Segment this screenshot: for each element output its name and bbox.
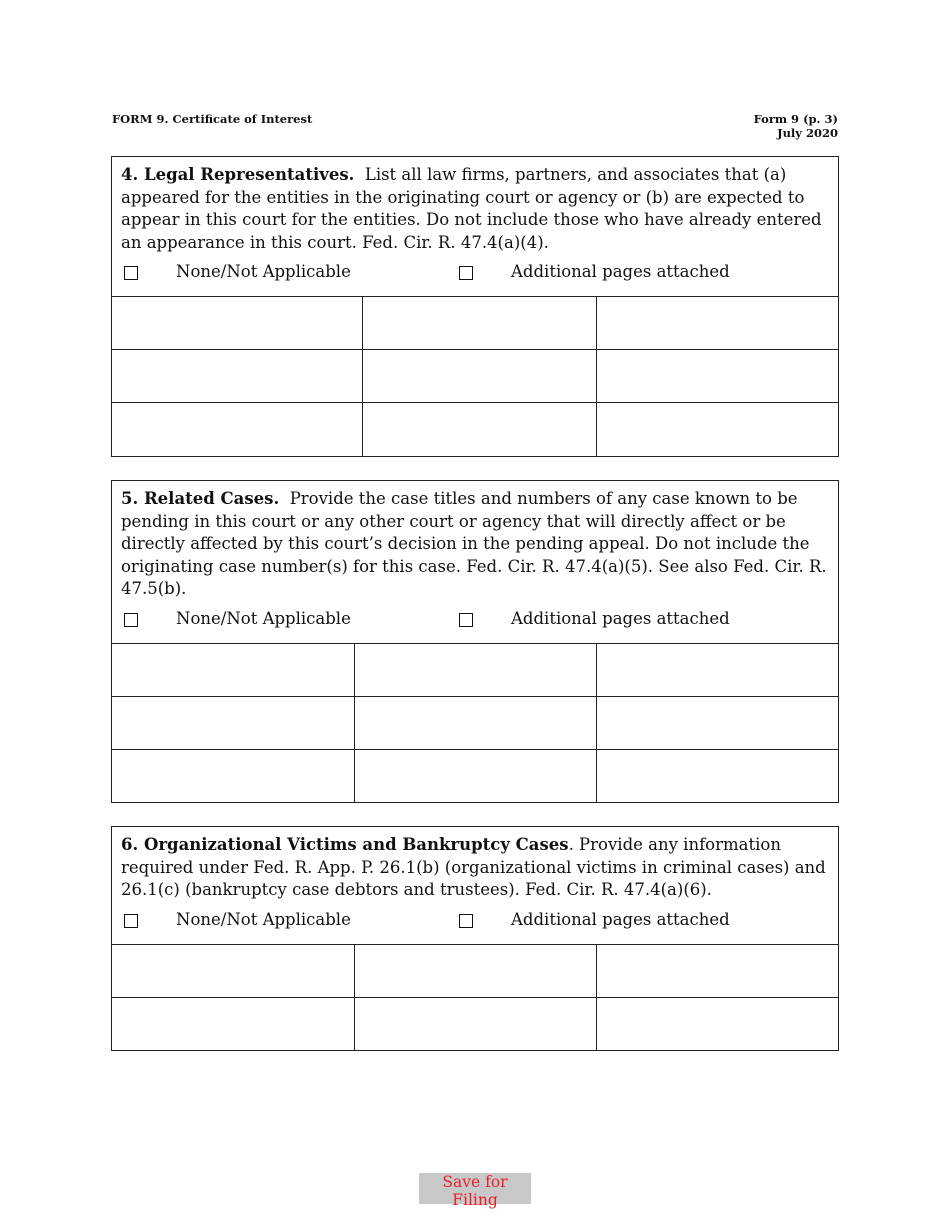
entry-field[interactable] [112, 998, 354, 1051]
none-applicable-label: None/Not Applicable [176, 262, 351, 281]
table-cell [112, 643, 354, 696]
table-cell [354, 997, 596, 1050]
entry-field[interactable] [112, 297, 362, 349]
table-row [112, 944, 838, 997]
entry-field[interactable] [363, 403, 596, 456]
entry-field[interactable] [112, 750, 354, 803]
entry-field[interactable] [597, 644, 839, 696]
table-cell [596, 643, 838, 696]
table-cell [362, 403, 596, 456]
table-cell [112, 997, 354, 1050]
entry-field[interactable] [597, 350, 839, 402]
none-applicable-checkbox[interactable] [124, 914, 138, 928]
additional-pages-label: Additional pages attached [511, 262, 730, 281]
entry-field[interactable] [355, 644, 596, 696]
table-cell [112, 749, 354, 802]
section-heading: 6. Organizational Victims and Bankruptcy Cases [121, 835, 569, 854]
table-cell [112, 696, 354, 749]
entry-table [112, 296, 838, 456]
additional-pages-checkbox[interactable] [459, 914, 473, 928]
entry-field[interactable] [112, 697, 354, 749]
form-header-meta [754, 112, 838, 140]
table-cell [112, 350, 362, 403]
entry-field[interactable] [597, 697, 839, 749]
entry-field[interactable] [112, 644, 354, 696]
table-cell [112, 297, 362, 350]
table-cell [112, 403, 362, 456]
entry-table [112, 944, 838, 1051]
entry-field[interactable] [363, 350, 596, 402]
section-heading: 4. Legal Representatives. [121, 165, 355, 184]
table-cell [354, 749, 596, 802]
form-date: July 2020 [777, 126, 838, 140]
entry-field[interactable] [363, 297, 596, 349]
checkbox-row [112, 601, 838, 643]
table-row [112, 350, 838, 403]
none-applicable-checkbox[interactable] [124, 266, 138, 280]
section-intro [112, 827, 838, 902]
additional-pages-label: Additional pages attached [511, 608, 730, 628]
table-row [112, 696, 838, 749]
checkbox-row [112, 902, 838, 944]
section-body: . Provide any information required under Fed. R. App. P. 26.1(b) (organizational victims in criminal cases) and 26.1(c) (bankruptcy case debtors and trustees). Fed. Cir. R. 47.4(a)(6). [121, 835, 826, 899]
table-cell [362, 350, 596, 403]
section-related-cases [111, 480, 839, 803]
table-cell [596, 403, 838, 456]
section-body: Provide the case titles and numbers of any case known to be pending in this court or any other court or agency that will directly affect or be directly affected by this court’s decision in the pending appeal. Do not include the originating case number(s) for this case. Fed. Cir. R. 47.4(a)(5). See also Fed. Cir. R. 47.5(b). [121, 489, 827, 598]
none-applicable-label: None/Not Applicable [176, 909, 351, 929]
entry-field[interactable] [112, 403, 362, 456]
entry-field[interactable] [112, 945, 354, 997]
entry-field[interactable] [355, 945, 596, 997]
checkbox-row [112, 254, 838, 296]
section-organizational-victims [111, 826, 839, 1051]
table-cell [354, 643, 596, 696]
additional-pages-checkbox[interactable] [459, 613, 473, 627]
entry-table [112, 643, 838, 803]
additional-pages-checkbox[interactable] [459, 266, 473, 280]
entry-field[interactable] [355, 998, 596, 1051]
none-applicable-checkbox[interactable] [124, 613, 138, 627]
table-cell [354, 944, 596, 997]
table-cell [596, 297, 838, 350]
entry-field[interactable] [597, 998, 839, 1051]
additional-pages-label: Additional pages attached [511, 909, 730, 929]
none-applicable-label: None/Not Applicable [176, 608, 351, 628]
table-cell [596, 997, 838, 1050]
form-header-title: FORM 9. Certificate of Interest [112, 112, 313, 126]
entry-field[interactable] [355, 697, 596, 749]
table-row [112, 643, 838, 696]
table-cell [596, 350, 838, 403]
section-intro [112, 157, 838, 254]
table-cell [596, 944, 838, 997]
section-intro [112, 481, 838, 601]
section-heading: 5. Related Cases. [121, 489, 280, 508]
entry-field[interactable] [597, 945, 839, 997]
section-body: List all law firms, partners, and associates that (a) appeared for the entities in the originating court or agency or (b) are expected to appear in this court for the entities. Do not include those who have already entered an appearance in this court. Fed. Cir. R. 47.4(a)(4). [121, 165, 822, 252]
entry-field[interactable] [597, 403, 839, 456]
table-cell [354, 696, 596, 749]
table-cell [596, 749, 838, 802]
table-cell [112, 944, 354, 997]
form-page-label: Form 9 (p. 3) [753, 112, 838, 126]
section-legal-representatives [111, 156, 839, 457]
table-row [112, 403, 838, 456]
entry-field[interactable] [112, 350, 362, 402]
table-row [112, 997, 838, 1050]
table-cell [596, 696, 838, 749]
table-cell [362, 297, 596, 350]
table-row [112, 749, 838, 802]
entry-field[interactable] [597, 750, 839, 803]
entry-field[interactable] [355, 750, 596, 803]
table-row [112, 297, 838, 350]
save-for-filing-button[interactable]: Save for Filing [419, 1173, 531, 1204]
entry-field[interactable] [597, 297, 839, 349]
